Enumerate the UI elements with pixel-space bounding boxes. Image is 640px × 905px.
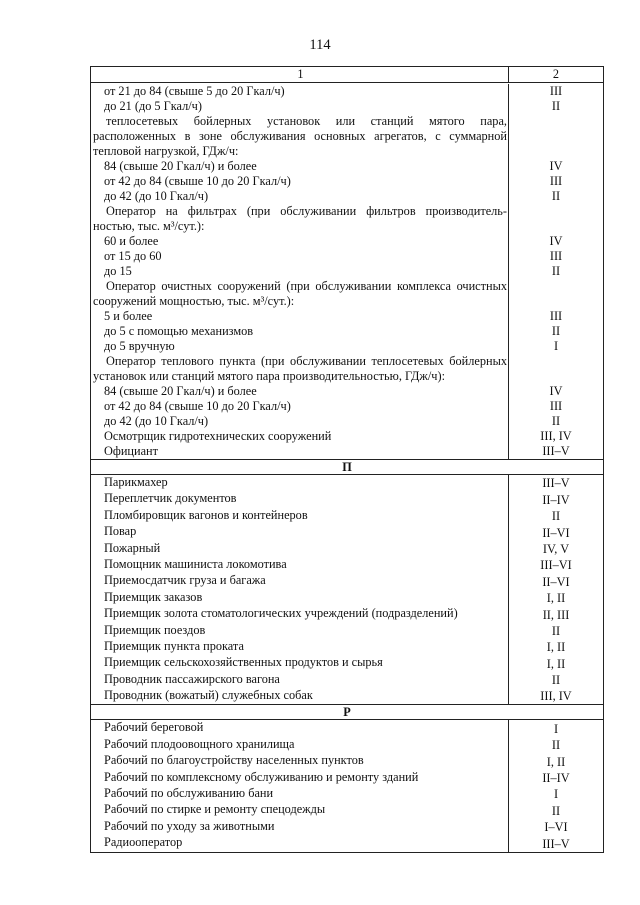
- grade-value: II: [551, 189, 561, 203]
- table-row: [91, 249, 603, 264]
- table-row: [91, 573, 603, 589]
- occupation-text: Помощник машиниста локомотива: [91, 557, 509, 573]
- table-row: [91, 414, 603, 429]
- grade-value: II: [551, 414, 561, 428]
- grade-value: III: [549, 399, 563, 413]
- grade-value: III: [549, 174, 563, 188]
- grade-value: I, II: [546, 640, 566, 655]
- table-row: [91, 491, 603, 507]
- grade-value: III–V: [542, 444, 570, 458]
- grade-value: I, II: [546, 656, 566, 671]
- occupation-text: Оператор теплового пункта (при обслуживании теплосетевых бойлерных установок или станций мятого пара производительностью, ГДж/ч):: [93, 354, 507, 383]
- occupation-text: Рабочий береговой: [91, 720, 509, 736]
- column-header-2: 2: [552, 67, 560, 81]
- grade-value: IV: [549, 384, 563, 398]
- table-row: [91, 384, 603, 399]
- grade-value: III: [549, 249, 563, 263]
- table-row: [91, 655, 603, 671]
- table-row: [91, 83, 603, 99]
- grade-value: II: [551, 623, 561, 638]
- table-row: [91, 159, 603, 174]
- table-row: [91, 354, 603, 384]
- occupation-text: Осмотрщик гидротехнических сооружений: [91, 429, 509, 444]
- grade-value: II–VI: [542, 525, 570, 540]
- table-row: [91, 114, 603, 159]
- occupation-text: Приемщик заказов: [91, 590, 509, 606]
- table-row: [91, 429, 603, 444]
- grade-value: I, II: [546, 754, 566, 769]
- grade-value: II: [551, 738, 561, 753]
- occupation-text: до 5 вручную: [91, 339, 509, 354]
- grade-value: II: [551, 99, 561, 113]
- table-row: [91, 786, 603, 802]
- occupation-text: Рабочий по благоустройству населенных пунктов: [91, 753, 509, 769]
- section-heading-r: Р: [91, 705, 603, 720]
- table-row: [91, 264, 603, 279]
- table-row: [91, 189, 603, 204]
- grade-value: IV: [549, 234, 563, 248]
- occupation-text: теплосетевых бойлерных установок или станций мятого пара, расположенных в зоне обслуживания основных агрегатов, с суммарной тепловой нагрузкой, ГДж/ч:: [93, 114, 507, 158]
- grade-value: II: [551, 673, 561, 688]
- occupation-text: Приемщик сельскохозяйственных продуктов и сырья: [91, 655, 509, 671]
- occupation-text: до 21 (до 5 Гкал/ч): [91, 99, 509, 114]
- occupation-text: Рабочий по уходу за животными: [91, 819, 509, 835]
- occupation-text: Оператор на фильтрах (при обслуживании фильтров производитель-ностью, тыс. м³/сут.):: [93, 204, 507, 233]
- table-row: [91, 324, 603, 339]
- grade-value: III, IV: [540, 429, 572, 443]
- table-row: [91, 835, 603, 851]
- grade-value: II–IV: [542, 492, 570, 507]
- occupation-text: Пожарный: [91, 541, 509, 557]
- table-row: [91, 234, 603, 249]
- column-header-1: 1: [91, 67, 509, 82]
- table-row: [91, 399, 603, 414]
- occupation-text: Парикмахер: [91, 475, 509, 491]
- table-row: [91, 802, 603, 818]
- occupation-text: 60 и более: [91, 234, 509, 249]
- table-row: [91, 623, 603, 639]
- occupation-text: Проводник (вожатый) служебных собак: [91, 688, 509, 704]
- grade-value: III: [549, 309, 563, 323]
- grade-value: III–VI: [540, 558, 572, 573]
- grade-value: II: [551, 509, 561, 524]
- grade-value: [509, 114, 603, 159]
- occupation-text: 5 и более: [91, 309, 509, 324]
- occupation-text: Рабочий по комплексному обслуживанию и ремонту зданий: [91, 770, 509, 786]
- occupation-text: Повар: [91, 524, 509, 540]
- occupation-text: до 42 (до 10 Гкал/ч): [91, 189, 509, 204]
- page-number: 114: [309, 37, 331, 53]
- grade-value: III–V: [542, 476, 570, 491]
- occupation-text: до 5 с помощью механизмов: [91, 324, 509, 339]
- grade-value: [509, 204, 603, 234]
- table-row: [91, 737, 603, 753]
- grade-value: II–VI: [542, 574, 570, 589]
- occupation-text: Проводник пассажирского вагона: [91, 672, 509, 688]
- grade-value: II: [551, 324, 561, 338]
- table-row: [91, 672, 603, 688]
- grade-value: II–IV: [542, 771, 570, 786]
- occupation-text: Рабочий по обслуживанию бани: [91, 786, 509, 802]
- table-row: [91, 606, 603, 622]
- grade-value: I: [553, 339, 559, 353]
- table-row: [91, 557, 603, 573]
- table-row: [91, 688, 603, 705]
- occupation-text: от 21 до 84 (свыше 5 до 20 Гкал/ч): [91, 84, 509, 99]
- table-row: [91, 524, 603, 540]
- table-row: [91, 279, 603, 309]
- grade-value: [509, 279, 603, 309]
- grade-value: I: [553, 721, 559, 736]
- grade-value: IV, V: [542, 541, 570, 556]
- occupation-text: Официант: [91, 444, 509, 459]
- table-row: [91, 475, 603, 491]
- occupation-text: Приемщик поездов: [91, 623, 509, 639]
- occupation-text: 84 (свыше 20 Гкал/ч) и более: [91, 159, 509, 174]
- table-row: [91, 753, 603, 769]
- occupation-text: Оператор очистных сооружений (при обслуживании комплекса очистных сооружений мощностью, тыс. м³/сут.):: [93, 279, 507, 308]
- table-row: [91, 541, 603, 557]
- document-table: [90, 66, 604, 853]
- table-row: [91, 639, 603, 655]
- table-row: [91, 819, 603, 835]
- grade-value: II: [551, 803, 561, 818]
- occupation-text: Приемосдатчик груза и багажа: [91, 573, 509, 589]
- table-row: [91, 204, 603, 234]
- grade-value: I, II: [546, 591, 566, 606]
- occupation-text: до 42 (до 10 Гкал/ч): [91, 414, 509, 429]
- occupation-text: Пломбировщик вагонов и контейнеров: [91, 508, 509, 524]
- table-row: [91, 590, 603, 606]
- grade-value: II, III: [542, 607, 570, 622]
- section-heading-p: П: [91, 460, 603, 475]
- table-row: [91, 508, 603, 524]
- occupation-text: Рабочий по стирке и ремонту спецодежды: [91, 802, 509, 818]
- table-row: [91, 444, 603, 460]
- occupation-text: Переплетчик документов: [91, 491, 509, 507]
- grade-value: III–V: [542, 836, 570, 851]
- table-row: [91, 720, 603, 736]
- table-row: [91, 309, 603, 324]
- table-row: [91, 770, 603, 786]
- table-row: [91, 99, 603, 114]
- occupation-text: от 15 до 60: [91, 249, 509, 264]
- table-header-row: [91, 67, 603, 83]
- grade-value: I: [553, 787, 559, 802]
- occupation-text: от 42 до 84 (свыше 10 до 20 Гкал/ч): [91, 174, 509, 189]
- grade-value: IV: [549, 159, 563, 173]
- occupation-text: Радиооператор: [91, 835, 509, 851]
- occupation-text: Приемщик пункта проката: [91, 639, 509, 655]
- occupation-text: 84 (свыше 20 Гкал/ч) и более: [91, 384, 509, 399]
- occupation-text: Приемщик золота стоматологических учреждений (подразделений): [91, 606, 509, 622]
- grade-value: III: [549, 84, 563, 98]
- grade-value: II: [551, 264, 561, 278]
- table-row: [91, 339, 603, 354]
- occupation-text: от 42 до 84 (свыше 10 до 20 Гкал/ч): [91, 399, 509, 414]
- grade-value: III, IV: [540, 689, 572, 704]
- grade-value: I–VI: [544, 820, 568, 835]
- occupation-text: до 15: [91, 264, 509, 279]
- grade-value: [509, 354, 603, 384]
- table-row: [91, 174, 603, 189]
- occupation-text: Рабочий плодоовощного хранилища: [91, 737, 509, 753]
